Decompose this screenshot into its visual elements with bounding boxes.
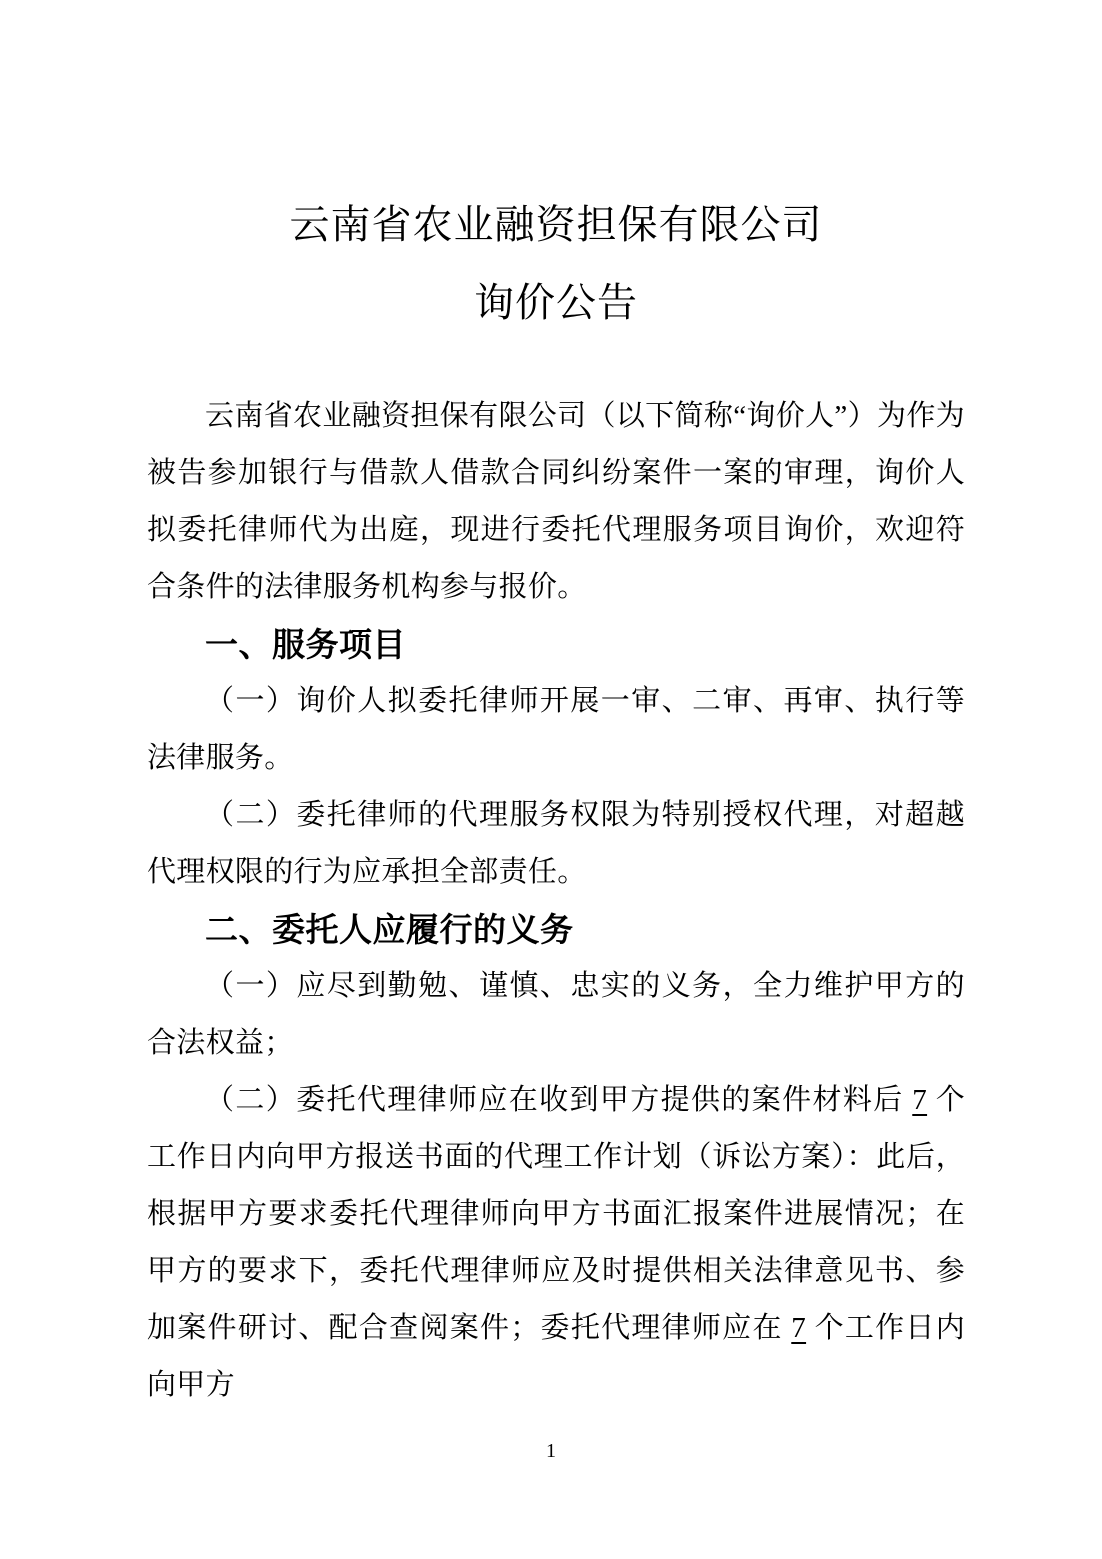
document-body <box>147 388 965 1414</box>
section-2-heading: 二、委托人应履行的义务 <box>205 911 574 948</box>
underlined-number-days-1: 7 <box>912 1084 928 1116</box>
underlined-number-days-2: 7 <box>791 1312 807 1344</box>
section-1-heading: 一、服务项目 <box>205 626 406 663</box>
document-title-company: 云南省农业融资担保有限公司 <box>289 203 823 247</box>
page-number: 1 <box>546 1440 556 1462</box>
section-2-item-2-text: （二）委托代理律师应在收到甲方提供的案件材料后 <box>205 1084 913 1116</box>
section-2-item-2-text: 个工作日内向甲方报送书面的代理工作计划（诉讼方案）：此后，根据甲方要求委托代理律师向甲方书面汇报案件进展情况；在甲方的要求下，委托代理律师应及时提供相关法律意见书、参加案件研讨、配合查阅案件；委托代理律师应在 <box>147 1084 966 1344</box>
section-2-item-2 <box>147 1072 965 1414</box>
section-2-item-2-text: 个工作日内向甲方 <box>147 1312 965 1401</box>
section-1-item-1: （一）询价人拟委托律师开展一审、二审、再审、执行等法律服务。 <box>147 685 965 774</box>
document-title-announcement: 询价公告 <box>474 281 638 325</box>
intro-paragraph: 云南省农业融资担保有限公司（以下简称“询价人”）为作为被告参加银行与借款人借款合同纠纷案件一案的审理，询价人拟委托律师代为出庭，现进行委托代理服务项目询价，欢迎符合条件的法律服务机构参与报价。 <box>147 400 965 603</box>
document-content <box>147 186 965 1414</box>
section-1-item-2: （二）委托律师的代理服务权限为特别授权代理，对超越代理权限的行为应承担全部责任。 <box>147 799 965 888</box>
section-2-item-1: （一）应尽到勤勉、谨慎、忠实的义务，全力维护甲方的合法权益； <box>147 970 965 1059</box>
